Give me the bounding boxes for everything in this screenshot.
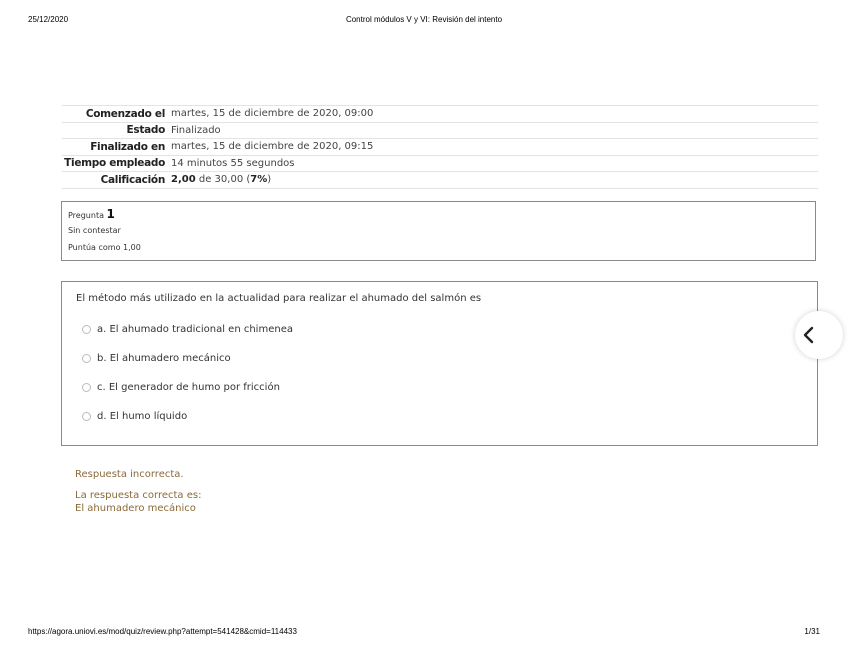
answer-option-b[interactable] — [82, 353, 231, 364]
answer-option-d[interactable] — [82, 411, 187, 422]
question-text: El método más utilizado en la actualidad para realizar el ahumado del salmón es — [76, 293, 482, 304]
drawer-toggle-button[interactable] — [795, 311, 843, 359]
answer-label: c. El generador de humo por fricción — [97, 382, 280, 393]
grade-percent: 7% — [250, 174, 268, 186]
summary-value: martes, 15 de diciembre de 2020, 09:15 — [171, 141, 374, 153]
question-label: Pregunta — [68, 211, 104, 220]
grade-close: ) — [267, 174, 272, 186]
grade-rest: de 30,00 ( — [198, 174, 251, 186]
summary-label: Finalizado en — [90, 140, 165, 153]
print-footer — [28, 627, 820, 639]
attempt-summary-table — [62, 105, 818, 189]
answer-option-a[interactable] — [82, 324, 293, 335]
summary-value: 14 minutos 55 segundos — [171, 157, 295, 169]
radio-button[interactable] — [82, 383, 91, 392]
print-page-number: 1/31 — [804, 627, 820, 636]
summary-label: Estado — [126, 124, 165, 137]
summary-value: Finalizado — [171, 124, 221, 136]
radio-button[interactable] — [82, 412, 91, 421]
grade-value: 2,00 — [171, 174, 196, 186]
summary-label: Comenzado el — [85, 107, 165, 120]
chevron-left-icon — [801, 326, 815, 344]
summary-label: Calificación — [100, 173, 165, 186]
question-grade: Puntúa como 1,00 — [68, 243, 141, 252]
summary-row-started — [62, 106, 818, 123]
question-state: Sin contestar — [68, 226, 121, 235]
answer-label: b. El ahumadero mecánico — [97, 353, 231, 364]
radio-button[interactable] — [82, 325, 91, 334]
question-info — [61, 201, 816, 261]
question-content — [61, 281, 818, 446]
question-number: 1 — [106, 207, 115, 221]
answer-option-c[interactable] — [82, 382, 280, 393]
summary-value: martes, 15 de diciembre de 2020, 09:00 — [171, 108, 374, 120]
summary-row-finished — [62, 139, 818, 156]
summary-label: Tiempo empleado — [64, 157, 165, 170]
summary-row-time-taken — [62, 155, 818, 172]
print-header — [28, 15, 820, 27]
print-url: https://agora.uniovi.es/mod/quiz/review.php?attempt=541428&cmid=114433 — [28, 627, 297, 636]
summary-row-state — [62, 122, 818, 139]
print-date: 25/12/2020 — [28, 15, 69, 24]
radio-button[interactable] — [82, 354, 91, 363]
summary-row-grade — [62, 172, 818, 189]
feedback-result: Respuesta incorrecta. — [75, 469, 184, 480]
question-number-line — [68, 207, 809, 221]
answer-label: d. El humo líquido — [97, 411, 188, 422]
answer-label: a. El ahumado tradicional en chimenea — [97, 324, 293, 335]
feedback-correct-answer: El ahumadero mecánico — [75, 503, 196, 514]
summary-grade — [171, 172, 818, 189]
print-title: Control módulos V y VI: Revisión del intento — [345, 15, 503, 24]
feedback-correct-label: La respuesta correcta es: — [75, 490, 202, 501]
